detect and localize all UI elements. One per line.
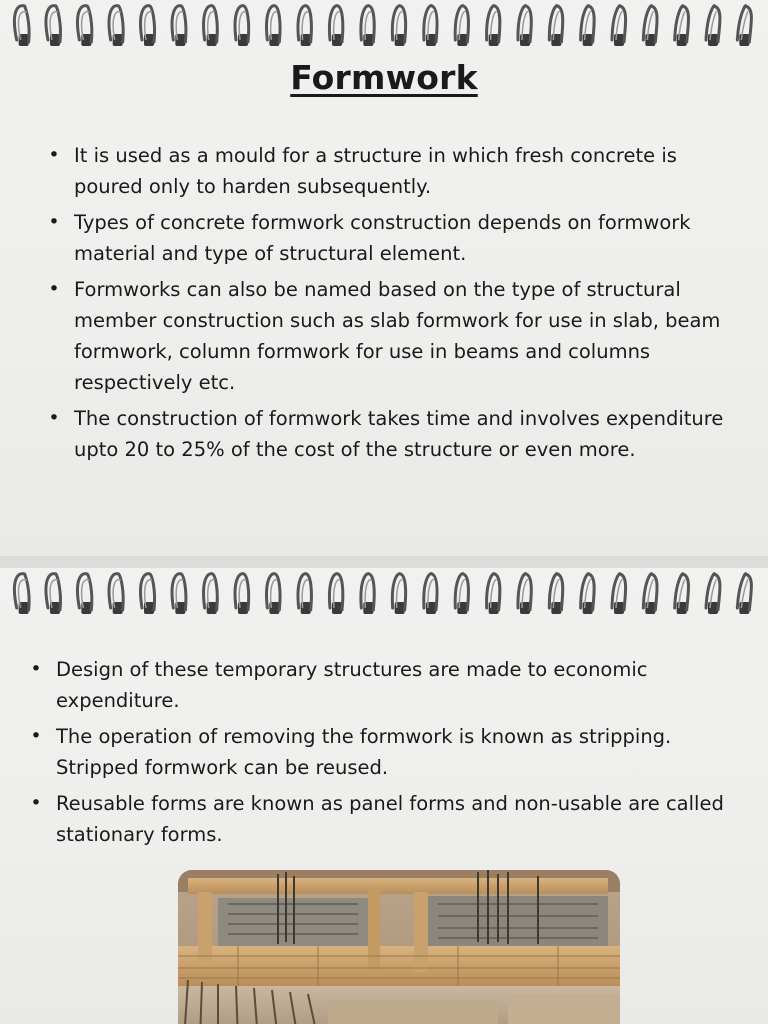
binding-ring xyxy=(487,574,500,614)
binding-ring xyxy=(706,6,720,46)
binding-ring xyxy=(675,6,689,46)
binding-ring xyxy=(141,6,155,46)
binding-ring xyxy=(455,6,468,46)
binding-ring xyxy=(46,6,61,46)
binding-ring xyxy=(424,6,437,46)
binding-ring xyxy=(518,574,531,614)
binding-ring xyxy=(141,574,155,614)
binding-ring xyxy=(329,6,342,46)
binding-ring xyxy=(267,6,281,46)
binding-ring xyxy=(361,574,374,614)
binding-ring xyxy=(487,6,500,46)
binding-ring xyxy=(392,574,405,614)
binding-ring xyxy=(361,6,374,46)
binding-ring xyxy=(329,574,342,614)
list-item: • Types of concrete formwork construction depends on formwork material and type of structural element. xyxy=(44,207,734,269)
binding-ring xyxy=(455,574,468,614)
binding-ring xyxy=(77,6,91,46)
spiral-binding xyxy=(8,568,760,620)
binding-ring xyxy=(424,574,437,614)
list-item: • Design of these temporary structures are made to economic expenditure. xyxy=(26,654,726,716)
binding-ring xyxy=(549,6,562,46)
bullet-list xyxy=(26,654,726,855)
construction-site-photo xyxy=(178,870,620,1024)
binding-ring xyxy=(643,574,657,614)
binding-ring xyxy=(581,6,595,46)
binding-ring xyxy=(77,574,91,614)
formwork-photo-icon xyxy=(178,870,620,1024)
binding-ring xyxy=(675,574,689,614)
binding-ring xyxy=(14,574,29,614)
bullet-dot: • xyxy=(48,407,60,429)
spiral-binding-icon xyxy=(8,568,760,620)
binding-ring xyxy=(549,574,562,614)
bullet-list xyxy=(44,140,734,470)
binding-ring xyxy=(612,6,626,46)
bullet-dot: • xyxy=(48,144,60,166)
binding-ring xyxy=(298,574,311,614)
bullet-dot: • xyxy=(48,278,60,300)
slide-divider xyxy=(0,556,768,568)
bullet-dot: • xyxy=(48,211,60,233)
binding-ring xyxy=(172,6,186,46)
binding-ring xyxy=(235,574,249,614)
binding-ring xyxy=(643,6,657,46)
binding-ring xyxy=(204,6,218,46)
binding-ring xyxy=(172,574,186,614)
slide-formwork-details xyxy=(0,568,768,1024)
list-item: • Reusable forms are known as panel forms and non-usable are called stationary forms. xyxy=(26,788,726,850)
list-item: • It is used as a mould for a structure in which fresh concrete is poured only to harden subsequently. xyxy=(44,140,734,202)
binding-ring xyxy=(581,574,595,614)
binding-ring xyxy=(392,6,405,46)
binding-ring xyxy=(109,574,123,614)
binding-ring xyxy=(109,6,123,46)
list-item: • The operation of removing the formwork is known as stripping. Stripped formwork can be reused. xyxy=(26,721,726,783)
spiral-binding-icon xyxy=(8,0,760,52)
binding-ring xyxy=(235,6,249,46)
list-item: • The construction of formwork takes time and involves expenditure upto 20 to 25% of the cost of the structure or even more. xyxy=(44,403,734,465)
binding-ring xyxy=(612,574,626,614)
binding-ring xyxy=(267,574,281,614)
binding-ring xyxy=(204,574,218,614)
binding-ring xyxy=(737,6,751,46)
list-item: • Formworks can also be named based on the type of structural member construction such as slab formwork for use in slab, beam formwork, column formwork for use in beams and columns respectively etc. xyxy=(44,274,734,398)
bullet-dot: • xyxy=(30,658,42,680)
binding-ring xyxy=(46,574,61,614)
spiral-binding xyxy=(8,0,760,52)
binding-ring xyxy=(706,574,720,614)
bullet-dot: • xyxy=(30,725,42,747)
binding-ring xyxy=(298,6,311,46)
binding-ring xyxy=(14,6,29,46)
page-title: Formwork xyxy=(290,58,478,97)
bullet-dot: • xyxy=(30,792,42,814)
binding-ring xyxy=(518,6,531,46)
binding-ring xyxy=(737,574,751,614)
